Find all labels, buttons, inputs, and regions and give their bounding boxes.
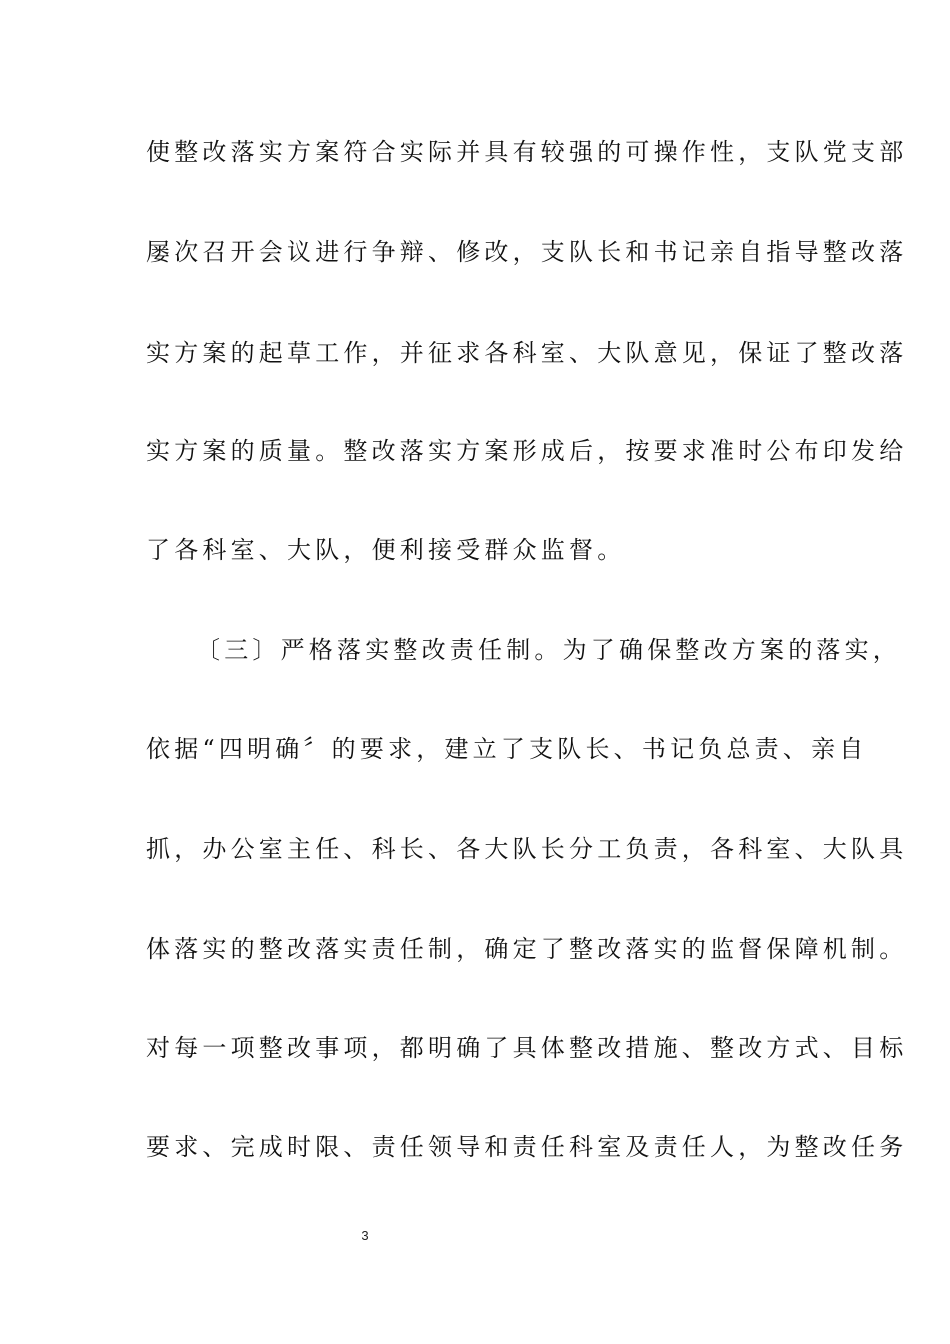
paragraph-line: 实方案的起草工作，并征求各科室、大队意见，保证了整改落 [146,339,908,367]
paragraph-line: 了各科室、大队，便利接受群众监督。 [146,536,626,564]
section-heading-line: 〔三〕严格落实整改责任制。为了确保整改方案的落实， [196,636,901,664]
paragraph-line: 要求、完成时限、责任领导和责任科室及责任人，为整改任务 [146,1133,908,1161]
paragraph-line: 使整改落实方案符合实际并具有较强的可操作性，支队党支部 [146,138,908,166]
paragraph-line: 抓，办公室主任、科长、各大队长分工负责，各科室、大队具 [146,835,908,863]
paragraph-line: 体落实的整改落实责任制，确定了整改落实的监督保障机制。 [146,935,908,963]
paragraph-line: 对每一项整改事项，都明确了具体整改措施、整改方式、目标 [146,1034,908,1062]
paragraph-line: 屡次召开会议进行争辩、修改，支队长和书记亲自指导整改落 [146,238,908,266]
page-number: 3 [361,1228,369,1243]
paragraph-line: 实方案的质量。整改落实方案形成后，按要求准时公布印发给 [146,437,908,465]
paragraph-line: 依据“四明确〞的要求，建立了支队长、书记负总责、亲自 [146,735,868,763]
